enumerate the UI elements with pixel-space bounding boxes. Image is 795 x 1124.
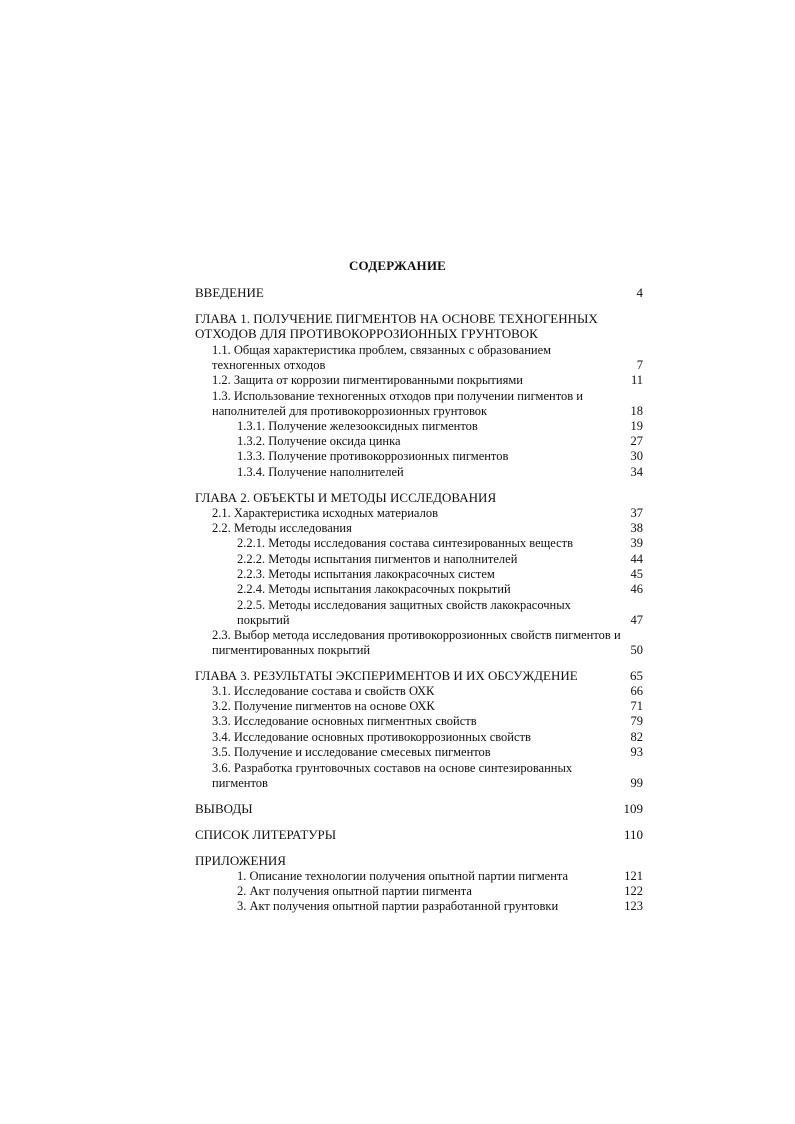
toc-page-number: 66	[630, 684, 643, 698]
toc-page-number: 79	[630, 714, 643, 728]
toc-entry-line: 2.2.4. Методы испытания лакокрасочных покрытий	[237, 582, 511, 596]
toc-page-number: 34	[630, 465, 643, 479]
toc-entry-line: ВВЕДЕНИЕ	[195, 285, 264, 300]
toc-page-number: 110	[623, 827, 643, 842]
toc-entry-line: наполнителей для противокоррозионных грунтовок	[212, 404, 488, 418]
toc-entry-line: покрытий	[237, 613, 290, 627]
toc-entry-line: ГЛАВА 2. ОБЪЕКТЫ И МЕТОДЫ ИССЛЕДОВАНИЯ	[195, 490, 497, 505]
toc-entry-line: ГЛАВА 1. ПОЛУЧЕНИЕ ПИГМЕНТОВ НА ОСНОВЕ ТЕХНОГЕННЫХ	[195, 311, 598, 326]
toc-entry-line: ГЛАВА 3. РЕЗУЛЬТАТЫ ЭКСПЕРИМЕНТОВ И ИХ ОБСУЖДЕНИЕ	[195, 668, 578, 683]
toc-entry-line: 1.1. Общая характеристика проблем, связанных с образованием	[212, 343, 552, 357]
toc-page-number: 37	[630, 506, 643, 520]
toc-entry-line: техногенных отходов	[212, 358, 326, 372]
toc-entry-line: 2.3. Выбор метода исследования противокоррозионных свойств пигментов и	[212, 628, 621, 642]
toc-page-number: 47	[630, 613, 643, 627]
toc-entry-line: 2.1. Характеристика исходных материалов	[212, 506, 438, 520]
toc-entry-line: СПИСОК ЛИТЕРАТУРЫ	[195, 827, 337, 842]
page-title: СОДЕРЖАНИЕ	[348, 258, 447, 273]
toc-page-number: 82	[630, 730, 643, 744]
toc-page-number: 99	[630, 776, 643, 790]
toc-page-number: 39	[630, 536, 643, 550]
toc-entry-line: 2.2.3. Методы испытания лакокрасочных систем	[237, 567, 495, 581]
toc-entry-line: 1.3.3. Получение противокоррозионных пигментов	[237, 449, 509, 463]
toc-entry-line: 3.3. Исследование основных пигментных свойств	[212, 714, 477, 728]
toc-entry-line: 1.3.1. Получение железооксидных пигментов	[237, 419, 478, 433]
toc-page-number: 71	[630, 699, 643, 713]
toc-entry-line: 2.2.5. Методы исследования защитных свойств лакокрасочных	[237, 598, 571, 612]
toc-entry-line: 2.2. Методы исследования	[212, 521, 352, 535]
toc-page-number: 46	[630, 582, 643, 596]
toc-entry-line: 1. Описание технологии получения опытной партии пигмента	[237, 869, 569, 883]
toc-page-number: 122	[624, 884, 643, 898]
toc-page-number: 11	[630, 373, 643, 387]
toc-entry-line: 1.2. Защита от коррозии пигментированными покрытиями	[212, 373, 523, 387]
toc-entry-line: 3.6. Разработка грунтовочных составов на основе синтезированных	[212, 761, 573, 775]
toc-entry-line: 3.4. Исследование основных противокоррозионных свойств	[212, 730, 531, 744]
toc-entry-line: ВЫВОДЫ	[195, 801, 253, 816]
toc-page-number: 93	[630, 745, 643, 759]
toc-page-number: 38	[630, 521, 643, 535]
toc-page-number: 44	[630, 552, 643, 566]
toc-page-number: 50	[630, 643, 643, 657]
toc-entry-line: 2.2.1. Методы исследования состава синтезированных веществ	[237, 536, 574, 550]
toc-entry-line: 3.5. Получение и исследование смесевых пигментов	[212, 745, 491, 759]
toc-page-number: 19	[630, 419, 643, 433]
toc-entry-line: пигментированных покрытий	[212, 643, 371, 657]
toc-entry-line: 3.1. Исследование состава и свойств ОХК	[212, 684, 435, 698]
toc-page-number: 7	[636, 358, 643, 372]
toc-entry-line: ПРИЛОЖЕНИЯ	[195, 853, 286, 868]
toc-page-number: 18	[630, 404, 643, 418]
toc-page-number: 123	[624, 899, 643, 913]
toc-page-number: 4	[636, 285, 643, 300]
toc-page-number: 30	[630, 449, 643, 463]
toc-page-number: 121	[624, 869, 643, 883]
toc-entry-line: 3.2. Получение пигментов на основе ОХК	[212, 699, 435, 713]
toc-page-number: 65	[630, 668, 643, 683]
toc-entry-line: 2.2.2. Методы испытания пигментов и наполнителей	[237, 552, 518, 566]
toc-entry-line: ОТХОДОВ ДЛЯ ПРОТИВОКОРРОЗИОННЫХ ГРУНТОВОК	[195, 326, 538, 341]
toc-page-number: 27	[630, 434, 643, 448]
toc-entry-line: пигментов	[212, 776, 268, 790]
toc-entry-line: 1.3.4. Получение наполнителей	[237, 465, 404, 479]
toc-entry-line: 1.3. Использование техногенных отходов при получении пигментов и	[212, 389, 583, 403]
toc-entry-line: 1.3.2. Получение оксида цинка	[237, 434, 401, 448]
toc-entry-line: 2. Акт получения опытной партии пигмента	[237, 884, 472, 898]
toc-page-number: 109	[623, 801, 643, 816]
toc-entry-line: 3. Акт получения опытной партии разработанной грунтовки	[237, 899, 559, 913]
toc-page-number: 45	[630, 567, 643, 581]
